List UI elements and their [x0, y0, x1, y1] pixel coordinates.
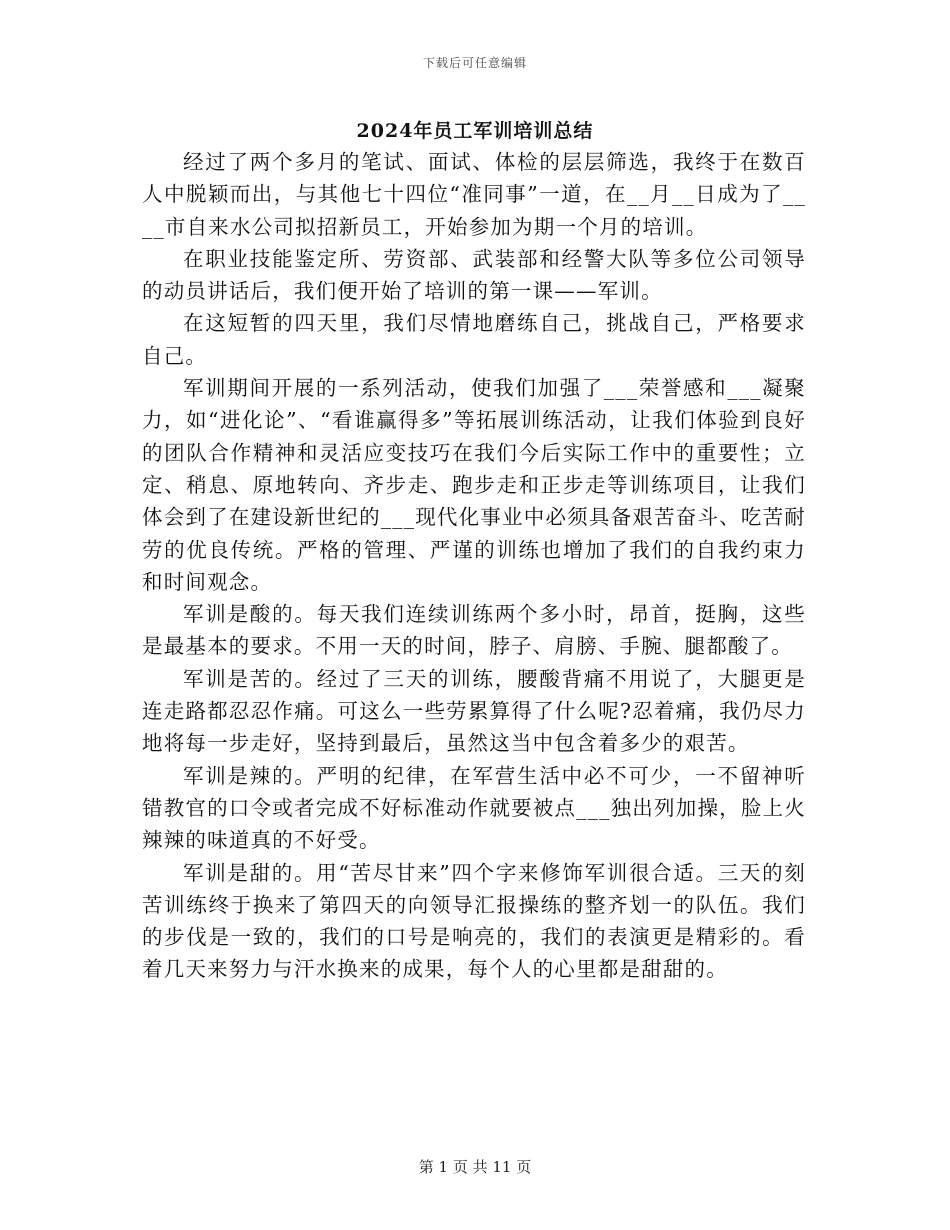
paragraph: 在职业技能鉴定所、劳资部、武装部和经警大队等多位公司领导的动员讲话后，我们便开始了培训的第一课——军训。 — [142, 246, 806, 304]
paragraph: 军训是酸的。每天我们连续训练两个多小时，昂首，挺胸，这些是最基本的要求。不用一天的时间，脖子、肩膀、手腕、腿都酸了。 — [142, 602, 806, 659]
document-title: 2024年员工军训培训总结 — [356, 120, 594, 142]
paragraph: 在这短暂的四天里，我们尽情地磨练自己，挑战自己，严格要求自己。 — [142, 311, 806, 368]
page-footer: 第 1 页 共 11 页 — [418, 1158, 532, 1176]
paragraph: 军训是辣的。严明的纪律，在军营生活中必不可少，一不留神听错教官的口令或者完成不好标准动作就要被点___独出列加操，脸上火辣辣的味道真的不好受。 — [142, 763, 806, 853]
paragraph: 军训是苦的。经过了三天的训练，腰酸背痛不用说了，大腿更是连走路都忍忍作痛。可这么一些劳累算得了什么呢?忍着痛，我仍尽力地将每一步走好，坚持到最后，虽然这当中包含着多少的艰苦。 — [142, 666, 806, 756]
header-note: 下载后可任意编辑 — [422, 56, 527, 70]
paragraph: 经过了两个多月的笔试、面试、体检的层层筛选，我终于在数百人中脱颖而出，与其他七十四位“准同事”一道，在__月__日成为了____市自来水公司拟招新员工，开始参加为期一个月的培训。 — [142, 150, 806, 239]
document-body — [142, 146, 806, 986]
paragraph: 军训期间开展的一系列活动，使我们加强了___荣誉感和___凝聚力，如“进化论”、“看谁赢得多”等拓展训练活动，让我们体验到良好的团队合作精神和灵活应变技巧在我们今后实际工作中的重要性；立定、稍息、原地转向、齐步走、跑步走和正步走等训练项目，让我们体会到了在建设新世纪的___现代化事业中必须具备艰苦奋斗、吃苦耐劳的优良传统。严格的管理、严谨的训练也增加了我们的自我约束力和时间观念。 — [142, 376, 806, 594]
paragraph: 军训是甜的。用“苦尽甘来”四个字来修饰军训很合适。三天的刻苦训练终于换来了第四天的向领导汇报操练的整齐划一的队伍。我们的步伐是一致的，我们的口号是响亮的，我们的表演更是精彩的。看着几天来努力与汗水换来的成果，每个人的心里都是甜甜的。 — [142, 860, 806, 982]
